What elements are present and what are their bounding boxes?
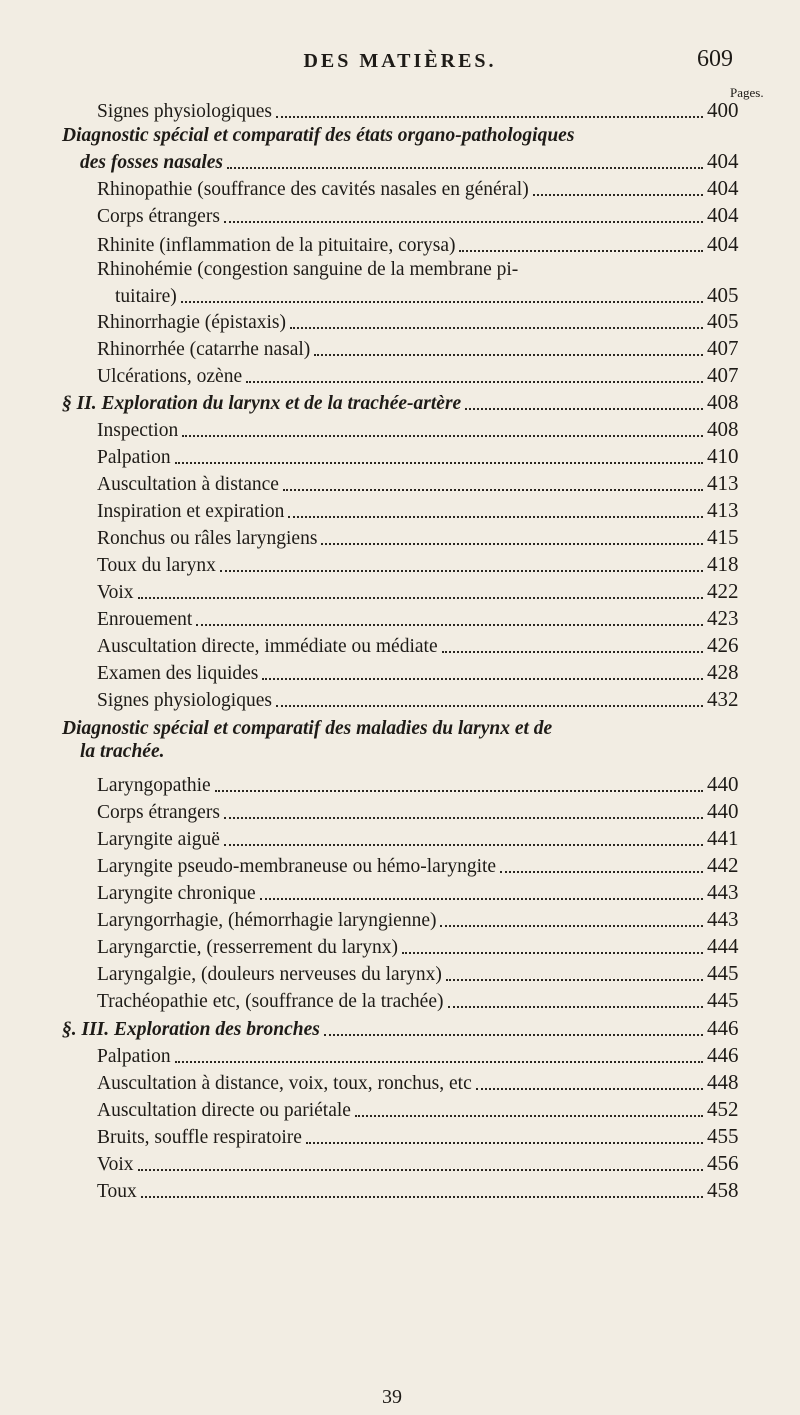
running-title: DES MATIÈRES. bbox=[303, 50, 497, 72]
toc-entry: Voix 422 bbox=[97, 579, 739, 603]
section-entry: §. III. Exploration des bronches 446 bbox=[62, 1016, 739, 1040]
toc-entry: Laryngalgie, (douleurs nerveuses du larynx) 445 bbox=[97, 961, 739, 985]
toc-entry: Auscultation directe, immédiate ou médiate 426 bbox=[97, 633, 739, 657]
toc-entry: Auscultation directe ou pariétale 452 bbox=[97, 1097, 739, 1121]
toc-entry: Examen des liquides 428 bbox=[97, 660, 739, 684]
toc-entry: Rhinite (inflammation de la pituitaire, corysa) 404 bbox=[97, 232, 739, 256]
toc-entry: Inspiration et expiration 413 bbox=[97, 498, 739, 522]
toc-entry: Inspection 408 bbox=[97, 417, 739, 441]
toc-entry: Enrouement 423 bbox=[97, 606, 739, 630]
section-heading: Diagnostic spécial et comparatif des maladies du larynx et de bbox=[62, 718, 553, 739]
section-entry: § II. Exploration du larynx et de la trachée-artère 408 bbox=[62, 390, 739, 414]
toc-entry: Corps étrangers 440 bbox=[97, 799, 739, 823]
toc-entry: Trachéopathie etc, (souffrance de la trachée) 445 bbox=[97, 988, 739, 1012]
toc-entry: Palpation 410 bbox=[97, 444, 739, 468]
page-number: 609 bbox=[697, 46, 733, 72]
toc-entry: tuitaire) 405 bbox=[115, 283, 739, 307]
toc-entry: Laryngopathie 440 bbox=[97, 772, 739, 796]
folio-signature: 39 bbox=[382, 1386, 402, 1408]
toc-entry: Toux du larynx 418 bbox=[97, 552, 739, 576]
toc-entry: Ronchus ou râles laryngiens 415 bbox=[97, 525, 739, 549]
toc-entry: Signes physiologiques 432 bbox=[97, 687, 739, 711]
section-heading: la trachée. bbox=[80, 741, 165, 762]
pages-column-label: Pages. bbox=[730, 85, 764, 100]
section-heading: Diagnostic spécial et comparatif des états organo-pathologiques bbox=[62, 125, 575, 146]
toc-entry: Laryngite chronique 443 bbox=[97, 880, 739, 904]
toc-entry: Corps étrangers 404 bbox=[97, 203, 739, 227]
toc-entry: Rhinorrhée (catarrhe nasal) 407 bbox=[97, 336, 739, 360]
toc-entry: Signes physiologiques 400 bbox=[97, 98, 739, 122]
toc-entry: Auscultation à distance, voix, toux, ronchus, etc 448 bbox=[97, 1070, 739, 1094]
toc-entry: Laryngite aiguë 441 bbox=[97, 826, 739, 850]
toc-entry: Ulcérations, ozène 407 bbox=[97, 363, 739, 387]
toc-entry: Rhinorrhagie (épistaxis) 405 bbox=[97, 309, 739, 333]
toc-entry: Auscultation à distance 413 bbox=[97, 471, 739, 495]
toc-entry: Rhinopathie (souffrance des cavités nasales en général) 404 bbox=[97, 176, 739, 200]
toc-entry: Palpation 446 bbox=[97, 1043, 739, 1067]
toc-entry: Voix 456 bbox=[97, 1151, 739, 1175]
toc-entry: des fosses nasales 404 bbox=[80, 149, 739, 173]
toc-entry: Bruits, souffle respiratoire 455 bbox=[97, 1124, 739, 1148]
toc-entry: Laryngarctie, (resserrement du larynx) 444 bbox=[97, 934, 739, 958]
toc-entry-line: Rhinohémie (congestion sanguine de la membrane pi- bbox=[97, 259, 519, 280]
toc-entry: Toux 458 bbox=[97, 1178, 739, 1202]
toc-entry: Laryngite pseudo-membraneuse ou hémo-laryngite 442 bbox=[97, 853, 739, 877]
toc-entry: Laryngorrhagie, (hémorrhagie laryngienne) 443 bbox=[97, 907, 739, 931]
